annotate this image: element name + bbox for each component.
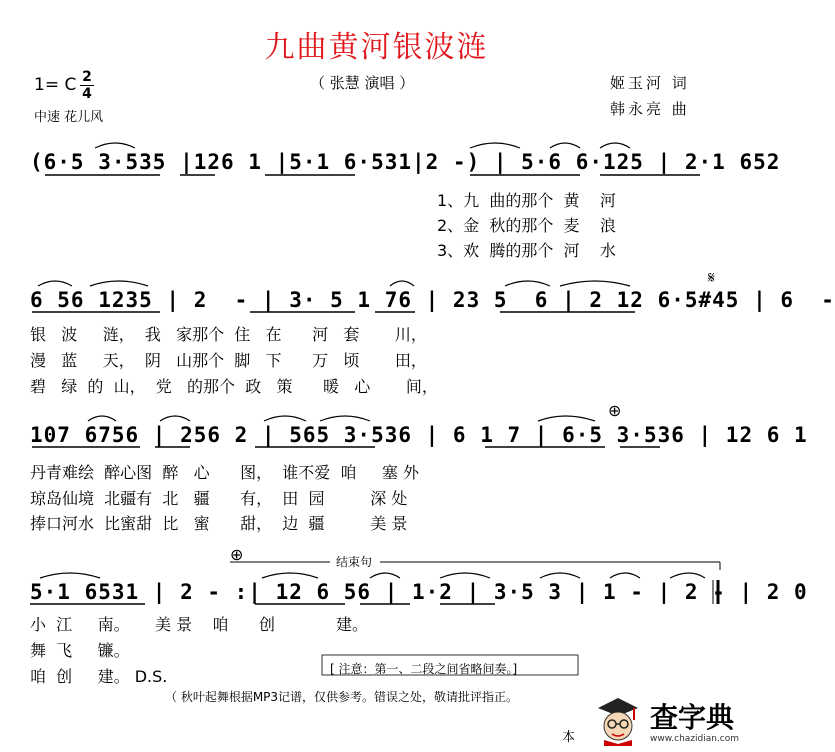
system2-verse1: 银 波 涟， 我 家那个 住 在 河 套 川， xyxy=(30,325,427,344)
key-signature: 1= C xyxy=(34,75,77,95)
time-signature-top: 2 xyxy=(82,69,92,85)
system2-notes: 6 56 1235 | 2 - | 3· 5 1 76 | 23 5 6 | 2 12 6·5#45 | 6 - xyxy=(30,288,835,312)
coda-icon: ⊕ xyxy=(608,401,622,420)
system1-verse1: 1、九 曲的那个 黄 河 xyxy=(437,191,616,210)
scholar-face-icon xyxy=(594,694,642,746)
coda-icon-ending: ⊕ xyxy=(230,545,244,564)
segno-icon: 𝄋 xyxy=(708,268,715,287)
logo-url: www.chazidian.com xyxy=(650,734,740,744)
system4-verse2: 舞 飞 镰。 xyxy=(30,641,130,660)
page-fragment: 本 xyxy=(562,730,576,745)
note-text: [ 注意：第一、二段之间省略间奏。] xyxy=(330,662,518,676)
system3-verse3: 捧口河水 比蜜甜 比 蜜 甜， 边 疆 美 景 xyxy=(30,514,408,533)
system1-notes: (6·5 3·535 |126 1 |5·1 6·531|2 -) | 5·6 6·125 | 2·1 652 xyxy=(30,150,781,174)
system3-notes: 107 6756 | 256 2 | 565 3·536 | 6 1 7 | 6·5 3·536 | 12 6 1 xyxy=(30,423,808,447)
system1-verse2: 2、金 秋的那个 麦 浪 xyxy=(437,216,616,235)
system4-verse1: 小 江 南。 美 景 咱 创 建。 xyxy=(30,615,369,634)
logo-text: 查字典 xyxy=(650,701,735,734)
system3-verse1: 丹青难绘 醉心图 醉 心 图， 谁不爱 咱 塞 外 xyxy=(30,463,419,482)
system3-verse2: 琼岛仙境 北疆有 北 疆 有， 田 园 深 处 xyxy=(30,489,408,508)
page-title: 九曲黄河银波涟 xyxy=(264,30,489,65)
ending-label: 结束句 xyxy=(336,555,373,569)
composer-credit: 韩永亮 曲 xyxy=(610,100,690,118)
system2-verse2: 漫 蓝 天， 阴 山那个 脚 下 万 顷 田， xyxy=(30,351,427,370)
system4-verse3: 咱 创 建。 D.S. xyxy=(30,667,168,686)
system1-verse3: 3、欢 腾的那个 河 水 xyxy=(437,241,616,260)
transcriber-credit: （ 秋叶起舞根据MP3记谱，仅供参考。错误之处，敬请批评指正。 xyxy=(165,690,519,704)
lyricist-credit: 姬玉河 词 xyxy=(610,74,690,92)
tempo-marking: 中速 花儿风 xyxy=(34,110,104,125)
system4-notes: 5·1 6531 | 2 - :| 12 6 56 | 1·2 | 3·5 3 | 1 - | 2 - | 2 0 xyxy=(30,580,808,604)
site-logo[interactable] xyxy=(590,690,753,752)
singer-credit: （ 张慧 演唱 ） xyxy=(310,74,415,92)
time-signature-bottom: 4 xyxy=(82,86,92,102)
system2-verse3: 碧 绿 的 山， 党 的那个 政 策 暖 心 间， xyxy=(30,377,438,396)
